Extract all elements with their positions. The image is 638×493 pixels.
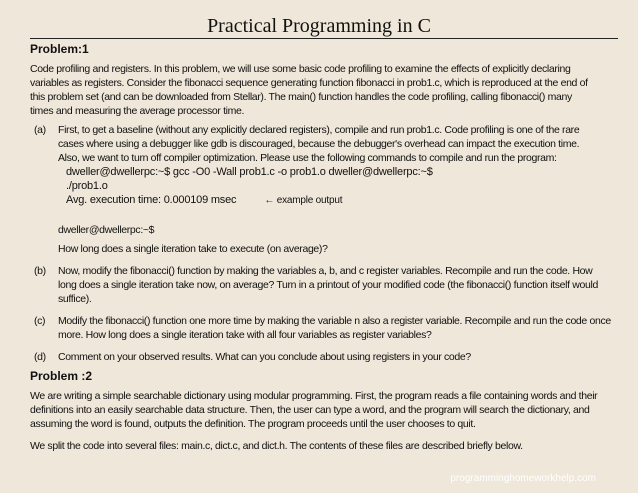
text-line: long does a single iteration take now, on average? Turn in a printout of your modified code (the fibonacci() function itself would bbox=[58, 279, 598, 291]
text-line: suffice). bbox=[58, 293, 92, 305]
problem1-heading: Problem:1 bbox=[30, 42, 89, 56]
execution-time-output: Avg. execution time: 0.000109 msec bbox=[66, 194, 237, 206]
code-block bbox=[30, 165, 616, 208]
code-line bbox=[66, 193, 616, 208]
part-b bbox=[30, 264, 616, 306]
text-line: Now, modify the fibonacci() function by making the variables a, b, and c register variables. Recompile and run the code. How bbox=[58, 265, 593, 277]
problem2-files-line: We split the code into several files: main.c, dict.c, and dict.h. The contents of these files are described briefly below. bbox=[30, 440, 523, 452]
text-line: Also, we want to turn off compiler optimization. Please use the following commands to compile and run the program: bbox=[58, 152, 557, 164]
watermark: programminghomeworkhelp.com bbox=[450, 473, 596, 484]
document-body bbox=[30, 42, 616, 453]
text-line: Modify the fibonacci() function one more time by making the variable n also a register variable. Recompile and run the code once bbox=[58, 315, 611, 327]
text-line: Comment on your observed results. What can you conclude about using registers in your code? bbox=[58, 351, 471, 363]
part-a-label: (a) bbox=[34, 124, 46, 136]
code-line: ./prob1.o bbox=[66, 180, 108, 192]
text-line: Code profiling and registers. In this problem, we will use some basic code profiling to examine the effects of explicitly declaring bbox=[30, 63, 571, 75]
text-line: this problem set (and can be downloaded from Stellar). The main() function handles the code profiling, calling fibonacci() many bbox=[30, 91, 572, 103]
problem2-heading: Problem :2 bbox=[30, 369, 93, 383]
text-line: We are writing a simple searchable dictionary using modular programming. First, the program reads a file containing words and their bbox=[30, 390, 598, 402]
part-d-label: (d) bbox=[34, 351, 46, 363]
part-d bbox=[30, 350, 616, 364]
text-line: assuming the word is found, outputs the definition. The program proceeds until the user chooses to quit. bbox=[30, 418, 476, 430]
page-title: Practical Programming in C bbox=[207, 15, 431, 37]
code-line: dweller@dwellerpc:~$ gcc -O0 -Wall prob1.c -o prob1.o dweller@dwellerpc:~$ bbox=[66, 166, 433, 178]
problem2-description bbox=[30, 389, 616, 431]
part-c bbox=[30, 314, 616, 342]
part-a-question: How long does a single iteration take to execute (on average)? bbox=[58, 243, 328, 255]
part-a bbox=[30, 123, 616, 165]
problem1-intro bbox=[30, 62, 616, 118]
part-a-continued bbox=[30, 223, 616, 256]
title-divider bbox=[30, 38, 618, 39]
part-b-label: (b) bbox=[34, 265, 46, 277]
text-line: more. How long does a single iteration take with all four variables as register variables? bbox=[58, 329, 432, 341]
shell-prompt: dweller@dwellerpc:~$ bbox=[58, 224, 155, 236]
text-line: variables as registers. Consider the fibonacci sequence generating function fibonacci in prob1.c, which is reproduced at the end of bbox=[30, 77, 588, 89]
text-line: First, to get a baseline (without any explicitly declared registers), compile and run prob1.c. Code profiling is one of the rare bbox=[58, 124, 580, 136]
text-line: definitions into an easily searchable data structure. Then, the user can type a word, and the program will search the dictionary, and bbox=[30, 404, 590, 416]
text-line: cases where using a debugger like gdb is discouraged, because the debugger's overhead can impact the execution time. bbox=[58, 138, 580, 150]
part-c-label: (c) bbox=[34, 315, 46, 327]
example-output-note: ← example output bbox=[264, 195, 343, 206]
text-line: times and measuring the average processor time. bbox=[30, 105, 245, 117]
